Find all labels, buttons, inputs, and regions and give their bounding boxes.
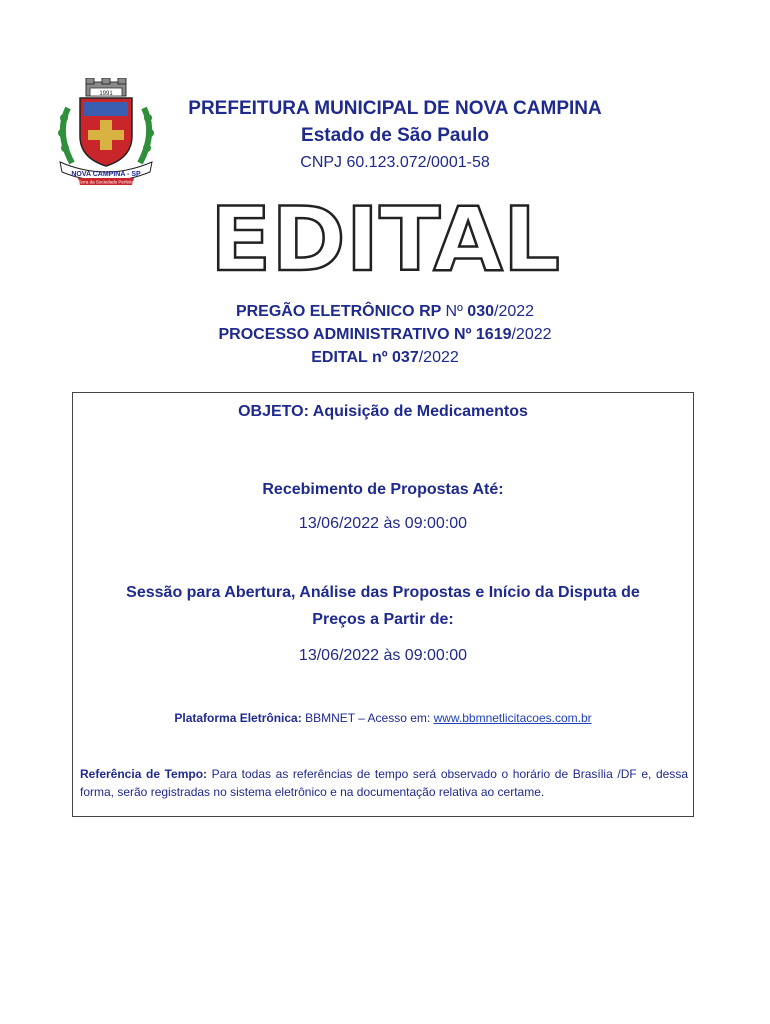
- municipality-name: PREFEITURA MUNICIPAL DE NOVA CAMPINA: [188, 98, 602, 119]
- sessao-date: 13/06/2022 às 09:00:00: [298, 647, 468, 664]
- plataforma-line: [73, 711, 693, 725]
- pregao-label: PREGÃO ELETRÔNICO RP: [235, 303, 446, 320]
- edital-big-title: [205, 198, 565, 278]
- edital-label: EDITAL nº: [311, 349, 393, 366]
- pregao-year: /2022: [494, 303, 535, 320]
- plataforma-link[interactable]: www.bbmnetlicitacoes.com.br: [433, 711, 592, 725]
- processo-label: PROCESSO ADMINISTRATIVO Nº: [218, 326, 476, 343]
- objeto-text: OBJETO: Aquisição de Medicamentos: [238, 403, 528, 420]
- processo-line: [0, 323, 770, 346]
- document-identifiers: [0, 300, 770, 369]
- pregao-number: 030: [467, 303, 494, 320]
- details-box: [72, 392, 694, 817]
- processo-number: 1619: [475, 326, 512, 343]
- state-name: Estado de São Paulo: [301, 125, 489, 146]
- cnpj-number: CNPJ 60.123.072/0001-58: [300, 154, 490, 171]
- pregao-line: [0, 300, 770, 323]
- pregao-no: Nº: [445, 303, 468, 320]
- referencia-label: Referência de Tempo:: [80, 767, 208, 781]
- plataforma-label: Plataforma Eletrônica:: [174, 711, 302, 725]
- sessao-line-1: Sessão para Abertura, Análise das Propostas e Início da Disputa de: [126, 584, 640, 601]
- seal-year: 1991: [99, 91, 113, 97]
- edital-big-title-text: EDITAL: [210, 198, 560, 278]
- seal-motto: Terra da Sociedade Perfeita: [78, 179, 134, 185]
- edital-line: [0, 346, 770, 369]
- plataforma-text: BBMNET – Acesso em:: [301, 711, 434, 725]
- document-header: [170, 96, 620, 176]
- recebimento-label: Recebimento de Propostas Até:: [262, 481, 504, 498]
- edital-number: 037: [392, 349, 419, 366]
- municipal-coat-of-arms: [50, 78, 162, 186]
- edital-year: /2022: [418, 349, 459, 366]
- processo-year: /2022: [511, 326, 552, 343]
- sessao-line-2: Preços a Partir de:: [312, 611, 454, 628]
- referencia-tempo: [80, 765, 688, 801]
- referencia-text: Para todas as referências de tempo será observado o horário de Brasília /DF e, dessa forma, serão registradas no sistema eletrônico e na documentação relativa ao certame.: [80, 767, 688, 799]
- recebimento-date: 13/06/2022 às 09:00:00: [298, 515, 468, 532]
- seal-ribbon-text: NOVA CAMPINA - SP: [71, 171, 141, 178]
